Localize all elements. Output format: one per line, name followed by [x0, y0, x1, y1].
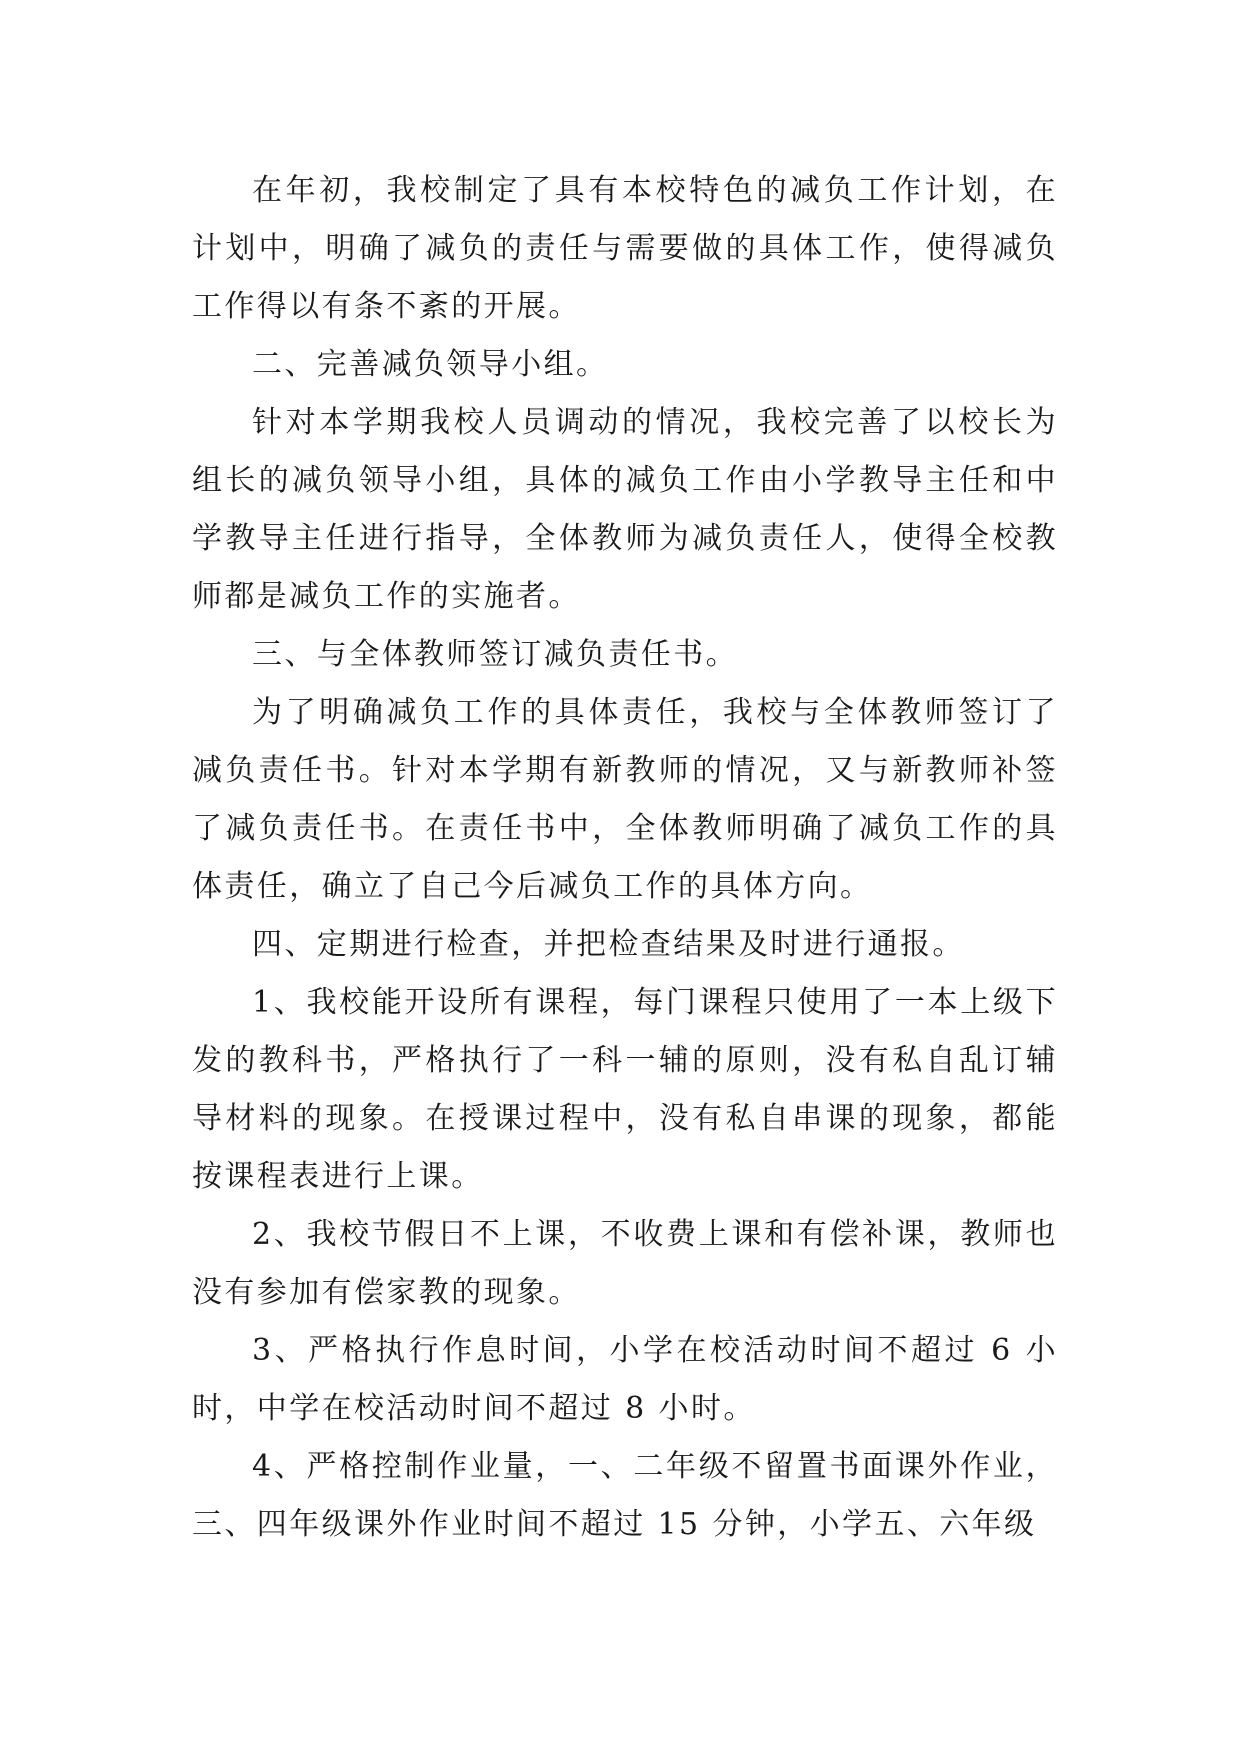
paragraph-item-1: 1、我校能开设所有课程，每门课程只使用了一本上级下发的教科书，严格执行了一科一辅的原则，没有私自乱订辅导材料的现象。在授课过程中，没有私自串课的现象，都能按课程表进行上课。 — [192, 985, 1058, 1194]
paragraph-item-4: 4、严格控制作业量，一、二年级不留置书面课外作业，三、四年级课外作业时间不超过 15 分钟，小学五、六年级 — [192, 1449, 1058, 1542]
paragraph-item-2: 2、我校节假日不上课，不收费上课和有偿补课，教师也没有参加有偿家教的现象。 — [192, 1217, 1058, 1310]
heading-leadership-group: 二、完善减负领导小组。 — [252, 347, 609, 382]
paragraph-leadership-group: 针对本学期我校人员调动的情况，我校完善了以校长为组长的减负领导小组，具体的减负工作由小学教导主任和中学教导主任进行指导，全体教师为减负责任人，使得全校教师都是减负工作的实施者。 — [192, 405, 1058, 614]
paragraph-item-3: 3、严格执行作息时间，小学在校活动时间不超过 6 小时，中学在校活动时间不超过 8 小时。 — [192, 1333, 1058, 1426]
heading-responsibility-letter: 三、与全体教师签订减负责任书。 — [252, 637, 738, 672]
heading-regular-inspection: 四、定期进行检查，并把检查结果及时进行通报。 — [252, 927, 965, 962]
paragraph-plan: 在年初，我校制定了具有本校特色的减负工作计划，在计划中，明确了减负的责任与需要做的具体工作，使得减负工作得以有条不紊的开展。 — [192, 173, 1058, 324]
document-body — [192, 162, 1058, 1554]
paragraph-responsibility-letter: 为了明确减负工作的具体责任，我校与全体教师签订了减负责任书。针对本学期有新教师的情况，又与新教师补签了减负责任书。在责任书中，全体教师明确了减负工作的具体责任，确立了自己今后减负工作的具体方向。 — [192, 695, 1058, 904]
